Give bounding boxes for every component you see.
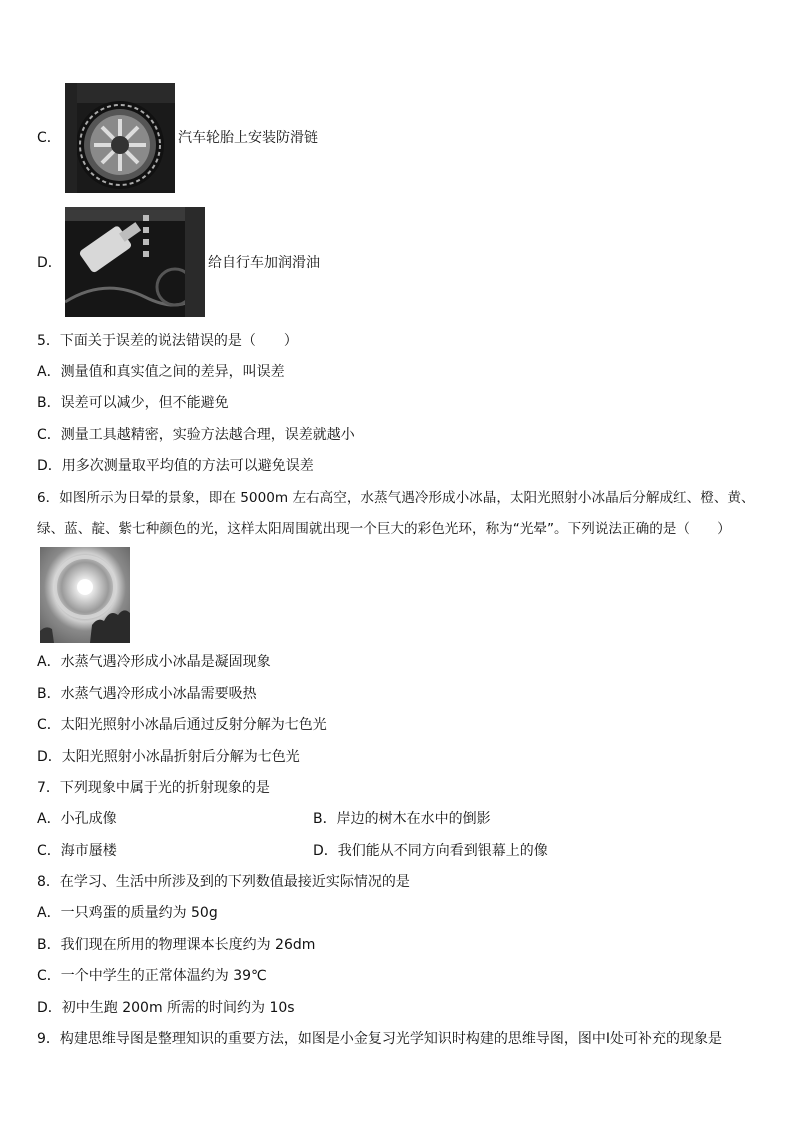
q8-option-b: B．我们现在所用的物理课本长度约为 26dm [37, 937, 316, 953]
sun-halo-image [40, 547, 130, 643]
q5-stem: 5．下面关于误差的说法错误的是（ ） [37, 333, 298, 349]
q5-option-c: C．测量工具越精密，实验方法越合理，误差就越小 [37, 427, 355, 443]
q6-option-a: A．水蒸气遇冷形成小冰晶是凝固现象 [37, 654, 271, 670]
q6-stem-line1: 6．如图所示为日晕的景象，即在 5000m 左右高空，水蒸气遇冷形成小冰晶，太阳光照射小冰晶后分解成红、橙、黄、 [37, 490, 755, 506]
q6-stem-line2: 绿、蓝、靛、紫七种颜色的光，这样太阳周围就出现一个巨大的彩色光环，称为“光晕”。下列说法正确的是（ ） [37, 521, 731, 537]
q7-option-b: B．岸边的树木在水中的倒影 [313, 811, 491, 827]
q8-option-a: A．一只鸡蛋的质量约为 50g [37, 905, 218, 921]
q5-option-a: A．测量值和真实值之间的差异，叫误差 [37, 364, 285, 380]
q7-option-a: A．小孔成像 [37, 811, 117, 827]
option-d-caption: 给自行车加润滑油 [208, 255, 320, 271]
q8-stem: 8．在学习、生活中所涉及到的下列数值最接近实际情况的是 [37, 874, 410, 890]
q7-stem: 7．下列现象中属于光的折射现象的是 [37, 780, 270, 796]
option-c-label: C． [37, 130, 61, 146]
q7-option-c: C．海市蜃楼 [37, 843, 117, 859]
q9-stem: 9．构建思维导图是整理知识的重要方法，如图是小金复习光学知识时构建的思维导图，图中Ⅰ处可补充的现象是 [37, 1031, 723, 1047]
q6-option-d: D．太阳光照射小冰晶折射后分解为七色光 [37, 749, 300, 765]
q8-option-c: C．一个中学生的正常体温约为 39℃ [37, 968, 267, 984]
bicycle-oil-image [65, 207, 205, 317]
tire-chain-image [65, 83, 175, 193]
q8-option-d: D．初中生跑 200m 所需的时间约为 10s [37, 1000, 295, 1016]
option-c-caption: 汽车轮胎上安装防滑链 [178, 130, 318, 146]
option-d-label: D． [37, 255, 62, 271]
q5-option-d: D．用多次测量取平均值的方法可以避免误差 [37, 458, 314, 474]
q7-option-d: D．我们能从不同方向看到银幕上的像 [313, 843, 548, 859]
q6-option-b: B．水蒸气遇冷形成小冰晶需要吸热 [37, 686, 257, 702]
q5-option-b: B．误差可以减少，但不能避免 [37, 395, 229, 411]
q6-option-c: C．太阳光照射小冰晶后通过反射分解为七色光 [37, 717, 327, 733]
